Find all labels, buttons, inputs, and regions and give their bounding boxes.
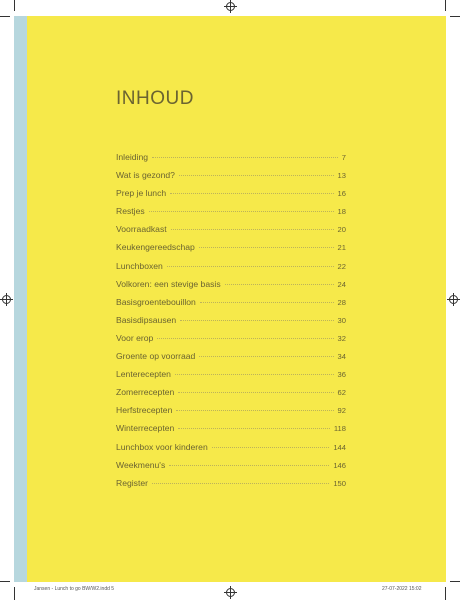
- toc-dot-leader: [199, 247, 334, 248]
- crop-mark-top-right-v: [445, 0, 446, 11]
- toc-entry: [116, 405, 346, 423]
- toc-entry-page: 144: [333, 442, 346, 452]
- crop-mark-bottom-left-v: [14, 587, 15, 600]
- toc-dot-leader: [170, 193, 333, 194]
- toc-dot-leader: [199, 356, 333, 357]
- toc-entry-label: Zomerrecepten: [116, 387, 175, 398]
- toc-dot-leader: [178, 392, 333, 393]
- crop-mark-bottom-left-h: [0, 581, 10, 582]
- toc-entry: [116, 242, 346, 260]
- toc-dot-leader: [212, 447, 330, 448]
- toc-entry-page: 150: [333, 478, 346, 488]
- crop-mark-top-left-h: [0, 16, 10, 17]
- toc-entry: [116, 387, 346, 405]
- toc-entry-label: Lunchbox voor kinderen: [116, 441, 208, 452]
- slug-filename: Jansen - Lunch to go BW/W2.indd 5: [34, 586, 115, 592]
- toc-entry: [116, 478, 346, 496]
- toc-dot-leader: [175, 374, 334, 375]
- toc-entry-label: Register: [116, 477, 148, 488]
- toc-entry: [116, 279, 346, 297]
- crop-mark-bottom-right-h: [450, 581, 460, 582]
- toc-dot-leader: [180, 320, 333, 321]
- toc-entry-label: Volkoren: een stevige basis: [116, 278, 221, 289]
- toc-entry: [116, 188, 346, 206]
- toc-entry-label: Restjes: [116, 206, 145, 217]
- toc-entry-page: 28: [337, 297, 346, 307]
- toc-dot-leader: [167, 266, 334, 267]
- toc-entry: [116, 152, 346, 170]
- toc-dot-leader: [152, 157, 338, 158]
- toc-entry-page: 16: [337, 189, 346, 199]
- registration-mark-top-icon: [226, 2, 235, 11]
- toc-entry-page: 34: [337, 352, 346, 362]
- toc-entry-label: Groente op voorraad: [116, 351, 196, 362]
- toc-dot-leader: [157, 338, 333, 339]
- crop-mark-top-right-h: [450, 16, 460, 17]
- toc-entry-page: 21: [337, 243, 346, 253]
- toc-entry: [116, 369, 346, 387]
- table-of-contents: [116, 152, 346, 496]
- toc-entry-page: 24: [337, 279, 346, 289]
- toc-entry-label: Inleiding: [116, 152, 149, 162]
- toc-entry: [116, 333, 346, 351]
- page-title: INHOUD: [116, 88, 194, 109]
- toc-entry: [116, 297, 346, 315]
- toc-entry-label: Herfstrecepten: [116, 405, 173, 416]
- toc-entry-label: Keukengereedschap: [116, 242, 195, 253]
- toc-entry: [116, 261, 346, 279]
- crop-mark-bottom-right-v: [445, 587, 446, 600]
- toc-entry: [116, 224, 346, 242]
- toc-entry: [116, 315, 346, 333]
- toc-entry-label: Basisgroentebouillon: [116, 296, 196, 307]
- toc-entry-page: 32: [337, 333, 346, 343]
- crop-mark-top-left-v: [14, 0, 15, 11]
- registration-mark-right-icon: [449, 295, 458, 304]
- toc-entry-page: 20: [337, 225, 346, 235]
- toc-entry-label: Voor erop: [116, 332, 154, 343]
- registration-mark-bottom-icon: [226, 588, 235, 597]
- toc-dot-leader: [178, 428, 330, 429]
- toc-entry-label: Prep je lunch: [116, 188, 167, 199]
- toc-dot-leader: [225, 284, 334, 285]
- toc-entry: [116, 460, 346, 478]
- toc-entry-label: Voorraadkast: [116, 224, 167, 235]
- toc-dot-leader: [169, 465, 329, 466]
- toc-entry-page: 18: [337, 207, 346, 217]
- toc-entry-page: 146: [333, 460, 346, 470]
- toc-entry: [116, 442, 346, 460]
- toc-entry-page: 7: [341, 153, 346, 162]
- toc-entry-page: 92: [337, 406, 346, 416]
- toc-dot-leader: [179, 175, 334, 176]
- toc-entry-label: Lenterecepten: [116, 369, 171, 380]
- toc-entry-label: Lunchboxen: [116, 260, 163, 271]
- toc-entry-page: 118: [333, 424, 346, 434]
- toc-entry-page: 30: [337, 315, 346, 325]
- toc-dot-leader: [176, 410, 333, 411]
- toc-dot-leader: [200, 302, 334, 303]
- toc-entry-page: 13: [337, 171, 346, 181]
- toc-entry-label: Winterrecepten: [116, 423, 175, 434]
- toc-entry-label: Basisdipsausen: [116, 314, 177, 325]
- toc-entry-page: 22: [337, 261, 346, 271]
- toc-entry: [116, 170, 346, 188]
- toc-dot-leader: [171, 229, 334, 230]
- toc-entry: [116, 351, 346, 369]
- toc-entry: [116, 423, 346, 441]
- toc-dot-leader: [149, 211, 334, 212]
- registration-mark-left-icon: [2, 295, 11, 304]
- toc-entry-page: 36: [337, 370, 346, 380]
- toc-entry-label: Wat is gezond?: [116, 170, 175, 181]
- toc-entry-page: 62: [337, 388, 346, 398]
- toc-dot-leader: [152, 483, 329, 484]
- toc-entry: [116, 206, 346, 224]
- slug-timestamp: 27-07-2022 15:02: [382, 586, 422, 592]
- toc-entry-label: Weekmenu's: [116, 459, 166, 470]
- page-edge-strip: [14, 16, 27, 582]
